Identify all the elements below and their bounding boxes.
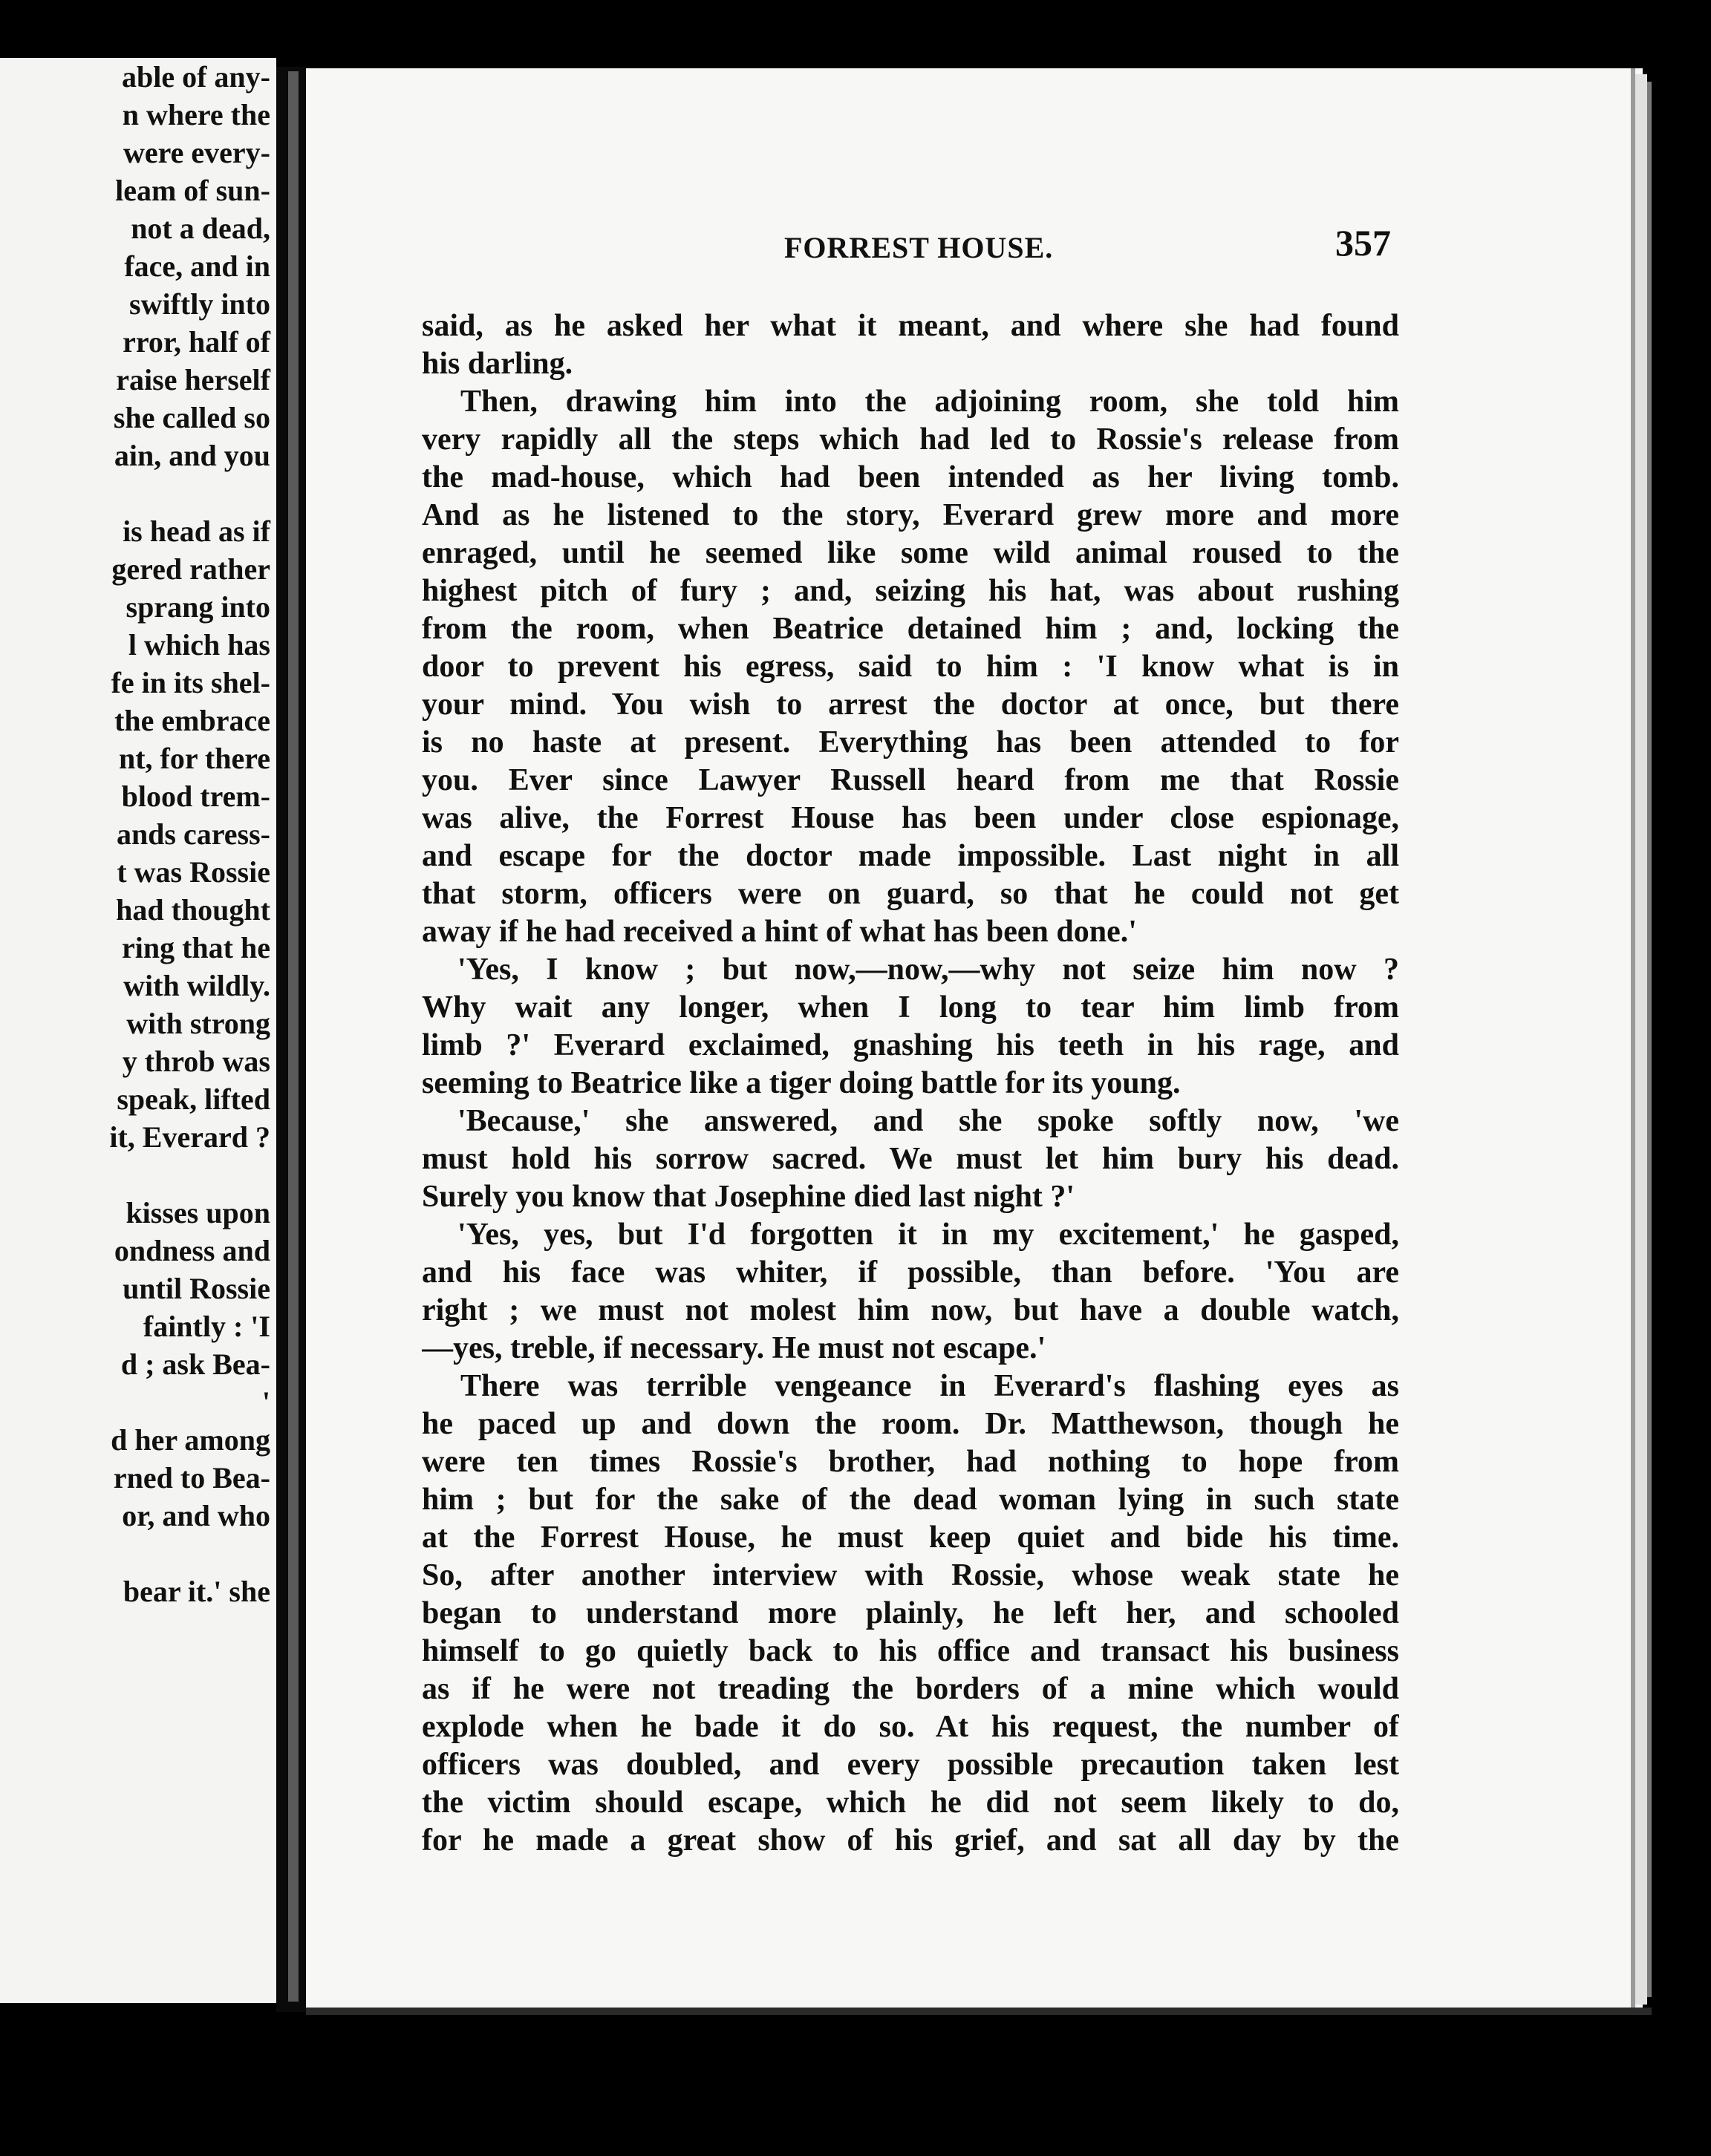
previous-page-line: swiftly into xyxy=(129,287,270,321)
previous-page-line: with strong xyxy=(126,1007,270,1040)
previous-page-line: rror, half of xyxy=(123,325,270,359)
text-line: And as he listened to the story, Everard grew more and more xyxy=(422,498,1399,532)
text-line: himself to go quietly back to his office and transact his business xyxy=(422,1634,1399,1668)
running-head: FORREST HOUSE. xyxy=(784,231,1054,264)
previous-page-line: ands caress- xyxy=(116,817,270,851)
gutter-shadow xyxy=(288,71,299,2002)
previous-page-line: is head as if xyxy=(123,514,270,548)
text-line: him ; but for the sake of the dead woman lying in such state xyxy=(422,1483,1399,1517)
previous-page-line: nt, for there xyxy=(118,742,270,775)
previous-page-line: kisses upon xyxy=(126,1196,270,1229)
previous-page-line: able of any- xyxy=(122,60,270,94)
text-line: limb ?' Everard exclaimed, gnashing his teeth in his rage, and xyxy=(422,1028,1399,1062)
page-bottom-shadow xyxy=(306,2008,1652,2015)
previous-page-line: had thought xyxy=(116,893,270,927)
text-line: door to prevent his egress, said to him : 'I know what is in xyxy=(422,650,1399,684)
previous-page-line: d ; ask Bea- xyxy=(120,1348,270,1381)
text-line: that storm, officers were on guard, so that he could not get xyxy=(422,877,1399,911)
previous-page-line xyxy=(0,1156,270,1194)
previous-page-line: ondness and xyxy=(114,1234,270,1267)
text-line: is no haste at present. Everything has been attended to for xyxy=(422,725,1399,760)
text-line: the victim should escape, which he did not seem likely to do, xyxy=(422,1786,1399,1820)
previous-page-line: with wildly. xyxy=(123,969,270,1002)
previous-page-line: l which has xyxy=(128,628,270,662)
text-line: said, as he asked her what it meant, and where she had found xyxy=(422,309,1399,343)
text-line: 'Yes, I know ; but now,—now,—why not seize him now ? xyxy=(457,953,1399,987)
previous-page-line: ring that he xyxy=(122,931,270,964)
text-line: must hold his sorrow sacred. We must let him bury his dead. xyxy=(422,1142,1399,1176)
text-line: for he made a great show of his grief, and sat all day by the xyxy=(422,1823,1399,1858)
text-line: at the Forrest House, he must keep quiet and bide his time. xyxy=(422,1520,1399,1555)
previous-page-line: ain, and you xyxy=(114,439,270,472)
text-line: the mad-house, which had been intended as her living tomb. xyxy=(422,460,1399,494)
previous-page-line: raise herself xyxy=(116,363,270,396)
page-edge-stack xyxy=(1635,74,1647,2005)
page-edge-shadow xyxy=(1647,82,1652,1997)
previous-page-line: speak, lifted xyxy=(117,1082,270,1116)
text-line: officers was doubled, and every possible precaution taken lest xyxy=(422,1748,1399,1782)
previous-page-line: or, and who xyxy=(122,1499,270,1532)
page-body-text xyxy=(422,307,1399,1860)
previous-page-line: face, and in xyxy=(124,249,270,283)
previous-page-line: faintly : 'I xyxy=(143,1310,270,1343)
text-line: 'Because,' she answered, and she spoke softly now, 'we xyxy=(457,1104,1399,1138)
page-number: 357 xyxy=(1335,222,1391,264)
text-line: There was terrible vengeance in Everard's flashing eyes as xyxy=(460,1369,1399,1403)
text-line: Surely you know that Josephine died last night ?' xyxy=(422,1180,1075,1214)
text-line: explode when he bade it do so. At his request, the number of xyxy=(422,1710,1399,1744)
text-line: you. Ever since Lawyer Russell heard from me that Rossie xyxy=(422,763,1399,797)
previous-page-line xyxy=(0,1535,270,1572)
previous-page-fragment xyxy=(0,58,276,2003)
previous-page-line: it, Everard ? xyxy=(109,1120,270,1154)
text-line: enraged, until he seemed like some wild animal roused to the xyxy=(422,536,1399,570)
text-line: he paced up and down the room. Dr. Matthewson, though he xyxy=(422,1407,1399,1441)
text-line: highest pitch of fury ; and, seizing his hat, was about rushing xyxy=(422,574,1399,608)
previous-page-line: not a dead, xyxy=(131,212,270,245)
previous-page-line: ' xyxy=(261,1385,270,1419)
previous-page-line: gered rather xyxy=(111,552,270,586)
text-line: his darling. xyxy=(422,347,573,381)
previous-page-line: were every- xyxy=(123,136,270,169)
previous-page-text xyxy=(0,58,270,1610)
previous-page-line: t was Rossie xyxy=(117,855,270,889)
text-line: right ; we must not molest him now, but have a double watch, xyxy=(422,1293,1399,1327)
text-line: away if he had received a hint of what has been done.' xyxy=(422,915,1137,949)
previous-page-line: until Rossie xyxy=(123,1272,270,1305)
previous-page-line: she called so xyxy=(113,401,270,434)
previous-page-line: y throb was xyxy=(122,1045,270,1078)
text-line: 'Yes, yes, but I'd forgotten it in my excitement,' he gasped, xyxy=(457,1218,1399,1252)
text-line: —yes, treble, if necessary. He must not escape.' xyxy=(422,1331,1046,1365)
text-line: your mind. You wish to arrest the doctor at once, but there xyxy=(422,687,1399,722)
text-line: Then, drawing him into the adjoining room, she told him xyxy=(460,385,1399,419)
text-line: as if he were not treading the borders of a mine which would xyxy=(422,1672,1399,1706)
text-line: Why wait any longer, when I long to tear him limb from xyxy=(422,990,1399,1025)
previous-page-line: d her among xyxy=(111,1423,270,1457)
previous-page-line: fe in its shel- xyxy=(111,666,270,699)
text-line: and his face was whiter, if possible, than before. 'You are xyxy=(422,1255,1399,1290)
text-line: were ten times Rossie's brother, had nothing to hope from xyxy=(422,1445,1399,1479)
previous-page-line: sprang into xyxy=(126,590,270,624)
previous-page-line xyxy=(0,474,270,512)
text-line: seeming to Beatrice like a tiger doing battle for its young. xyxy=(422,1066,1181,1100)
previous-page-line: rned to Bea- xyxy=(113,1461,270,1494)
text-line: very rapidly all the steps which had led to Rossie's release from xyxy=(422,422,1399,457)
text-line: from the room, when Beatrice detained him ; and, locking the xyxy=(422,612,1399,646)
previous-page-line: blood trem- xyxy=(121,780,270,813)
previous-page-line: n where the xyxy=(122,98,270,131)
text-line: and escape for the doctor made impossible. Last night in all xyxy=(422,839,1399,873)
previous-page-line: leam of sun- xyxy=(115,174,270,207)
previous-page-line: the embrace xyxy=(114,704,270,737)
text-line: was alive, the Forrest House has been under close espionage, xyxy=(422,801,1399,835)
text-line: So, after another interview with Rossie, whose weak state he xyxy=(422,1558,1399,1592)
previous-page-line: bear it.' she xyxy=(123,1575,270,1608)
text-line: began to understand more plainly, he left her, and schooled xyxy=(422,1596,1399,1630)
